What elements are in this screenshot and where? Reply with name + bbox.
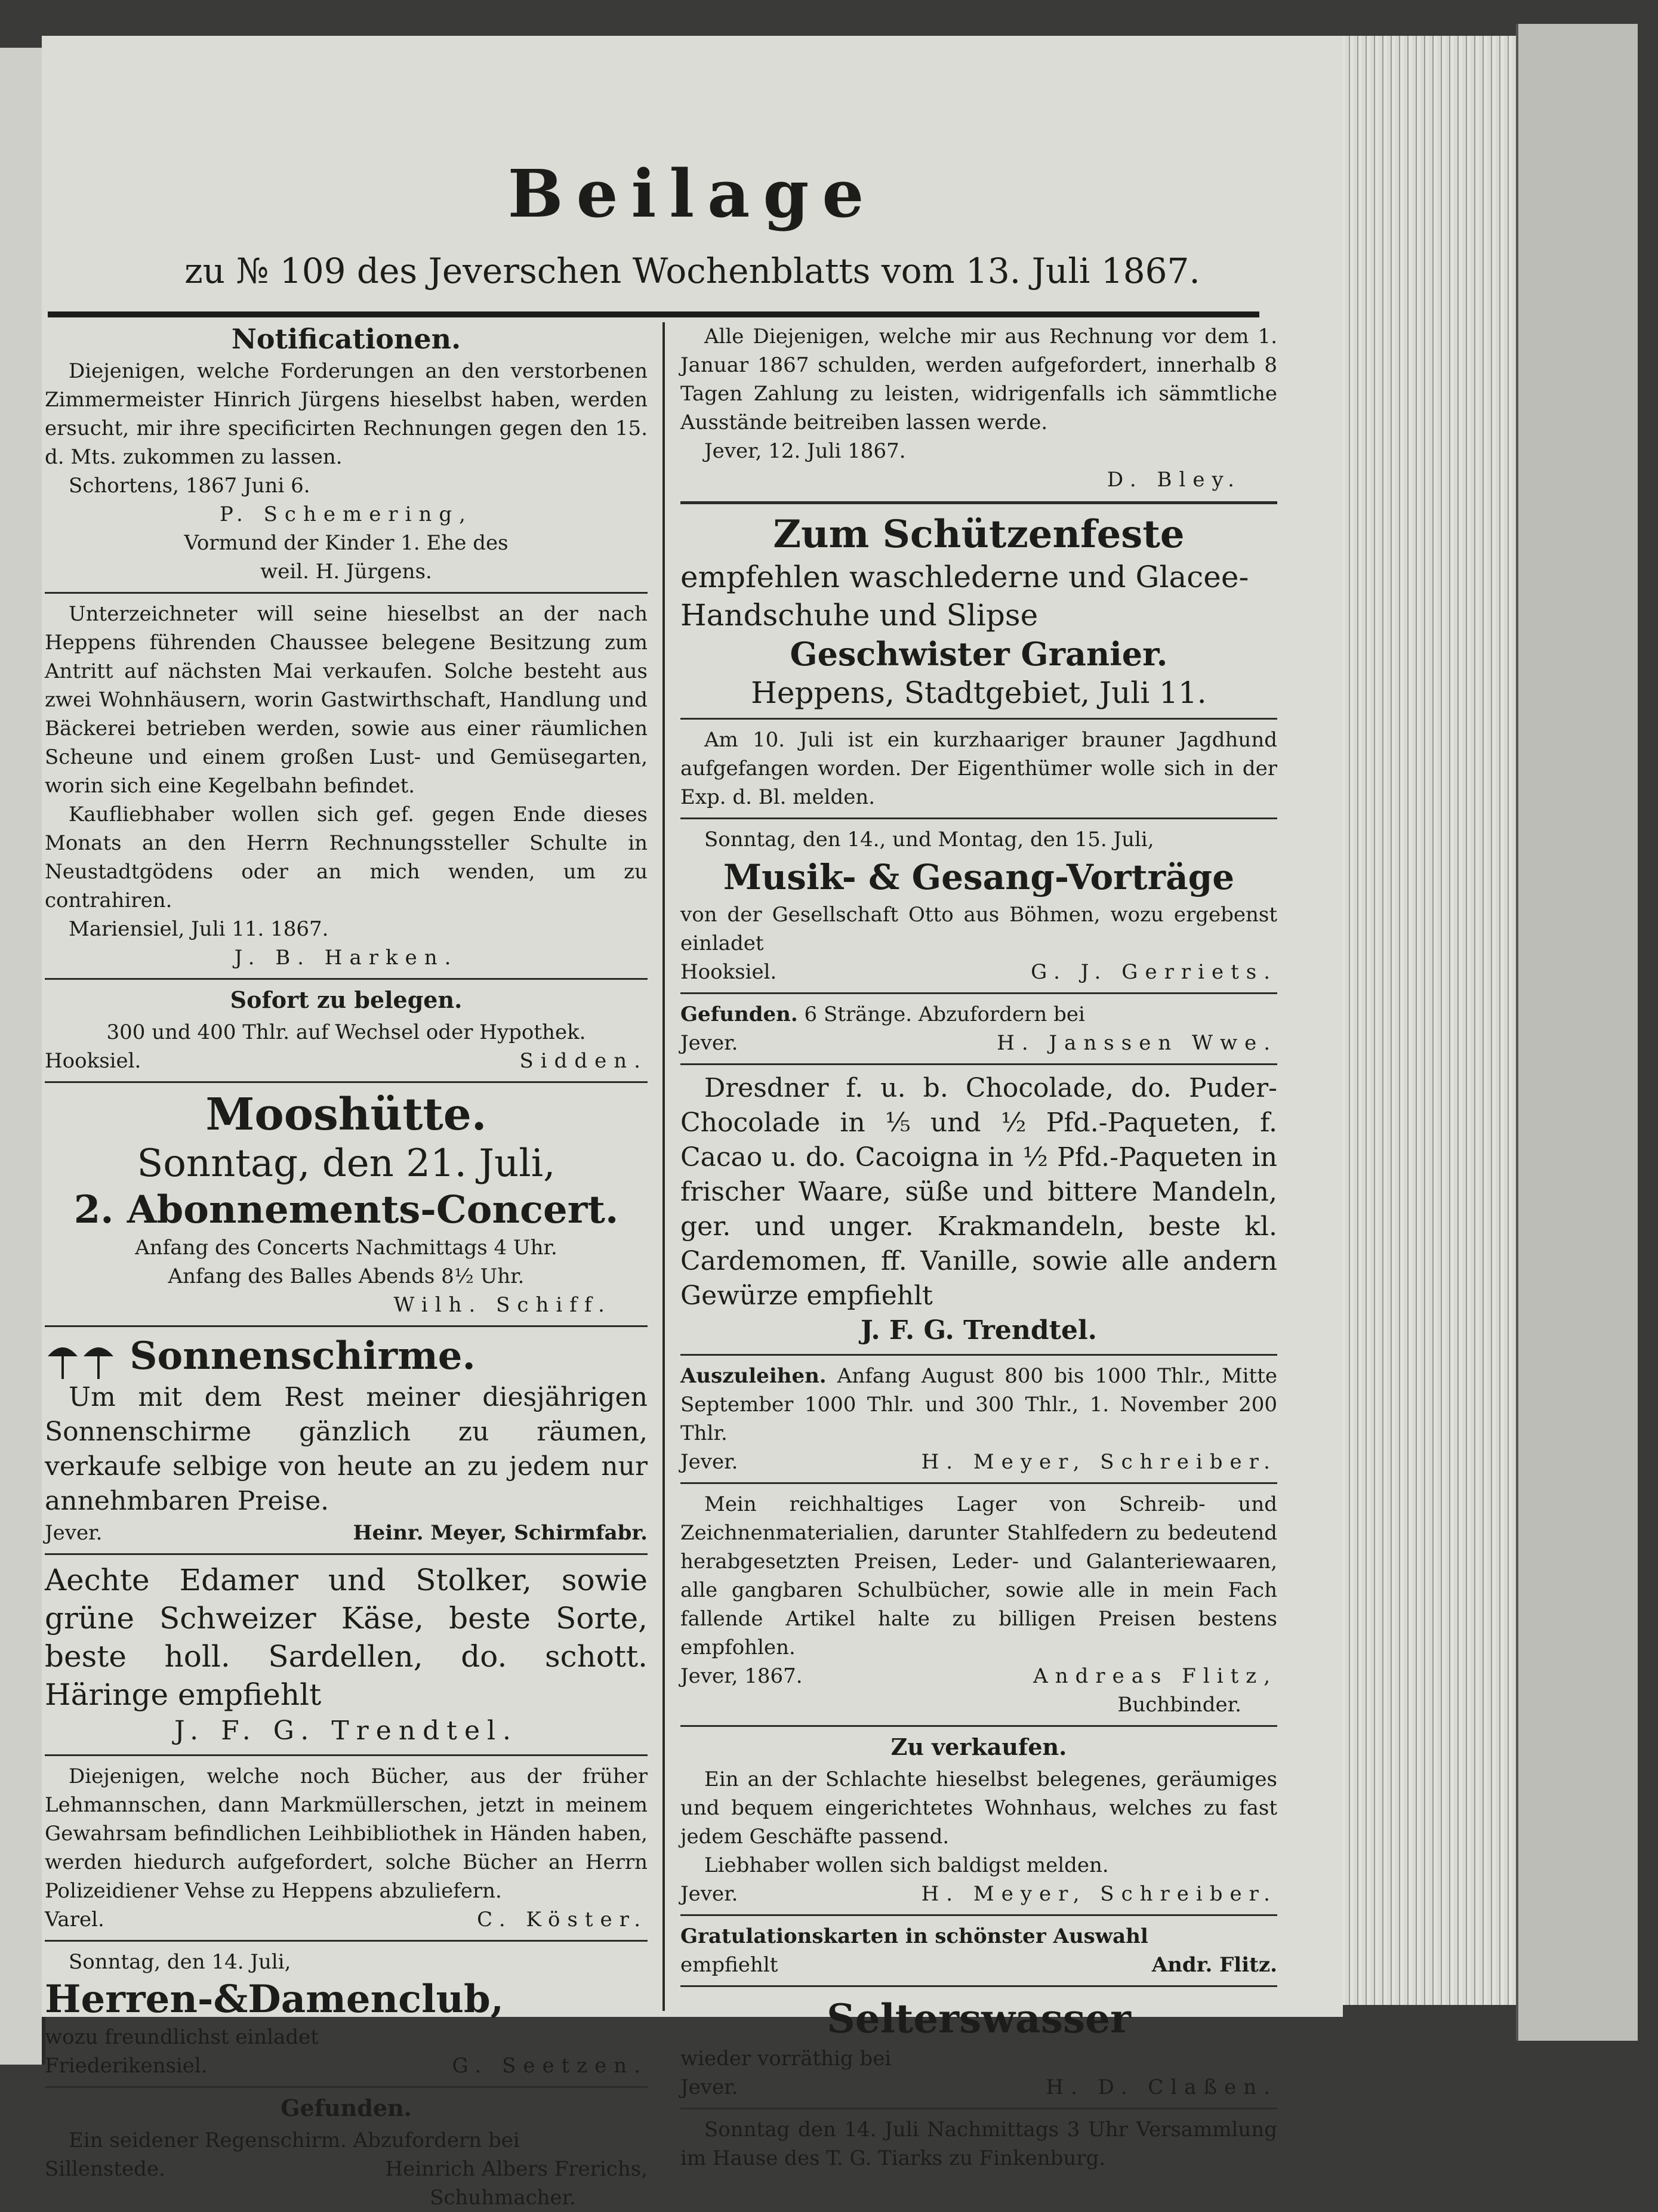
mooshuette-signature: Wilh. Schiff.	[393, 1293, 612, 1317]
separator	[680, 817, 1277, 819]
flitz-text: Mein reichhaltiges Lager von Schreib- und Zeichnenmaterialien, darunter Stahlfedern zu bedeutend herabgesetzten Preisen, Leder- und Galanteriewaaren, alle gangbaren Schulbücher, sowie alle in mein Fach fallende Artikel halte zu billigen Preisen bestens empfohlen.	[680, 1492, 1277, 1659]
schirm-found-signature: Heinrich Albers Frerichs,	[385, 2157, 648, 2181]
separator	[45, 1325, 648, 1327]
buecher-signature: C. Köster.	[477, 1907, 648, 1932]
auszuleihen-signature: H. Meyer, Schreiber.	[921, 1450, 1277, 1474]
verkaufen-text-2: Liebhaber wollen sich baldigst melden.	[704, 1853, 1109, 1877]
sonnenschirme-signature: Heinr. Meyer, Schirmfabr.	[353, 1520, 648, 1545]
bley-place: Jever, 12. Juli 1867.	[704, 439, 906, 463]
schirm-found-role: Schuhmacher.	[430, 2185, 576, 2210]
column-divider	[662, 322, 665, 2011]
buecher-place: Varel.	[45, 1907, 104, 1932]
musik-heading: Musik- & Gesang-Vorträge	[723, 857, 1235, 897]
sonnenschirme-text: Um mit dem Rest meiner diesjährigen Sonnenschirme gänzlich zu räumen, verkaufe selbige von heute an zu jedem nur annehmbaren Preise.	[45, 1381, 648, 1516]
mooshuette-ball-time: Anfang des Balles Abends 8½ Uhr.	[168, 1264, 525, 1288]
musik-text: von der Gesellschaft Otto aus Böhmen, wozu ergebenst einladet	[680, 903, 1277, 955]
jagdhund-text: Am 10. Juli ist ein kurzhaariger brauner Jagdhund aufgefangen worden. Der Eigenthümer wolle sich in der Exp. d. Bl. melden.	[680, 728, 1277, 809]
schirm-found-heading: Gefunden.	[281, 2094, 412, 2121]
gratulation-text: Gratulationskarten in schönster Auswahl	[680, 1924, 1148, 1948]
verkaufen-text: Ein an der Schlachte hieselbst belegenes, geräumiges und bequem eingerichtetes Wohnhaus, welches zu fast jedem Geschäfte passend.	[680, 1767, 1277, 1849]
verkaufen-place: Jever.	[680, 1882, 738, 1906]
straenge-text: 6 Stränge. Abzufordern bei	[804, 1002, 1085, 1026]
mooshuette-date: Sonntag, den 21. Juli,	[137, 1142, 556, 1186]
auszuleihen-heading: Auszuleihen.	[680, 1364, 827, 1388]
verkaufen-heading: Zu verkaufen.	[890, 1733, 1067, 1760]
sofort-heading: Sofort zu belegen.	[230, 986, 463, 1013]
schirm-found-text: Ein seidener Regenschirm. Abzufordern bei	[69, 2128, 520, 2152]
club-heading: Herren-&Damenclub,	[45, 1976, 504, 2022]
musik-signature: G. J. Gerriets.	[1031, 960, 1277, 984]
separator	[45, 2086, 648, 2088]
sofort-place: Hooksiel.	[45, 1049, 141, 1073]
flitz-place: Jever, 1867.	[680, 1664, 803, 1688]
sale-place: Mariensiel, Juli 11. 1867.	[69, 917, 329, 941]
newspaper-page	[42, 36, 1343, 2210]
schirm-found-place: Sillenstede.	[45, 2157, 165, 2181]
separator	[680, 1914, 1277, 1916]
straenge-signature: H. Janssen Wwe.	[997, 1031, 1277, 1055]
edamer-text: Aechte Edamer und Stolker, sowie grüne Schweizer Käse, beste Sorte, beste holl. Sardellen, do. schott. Häringe empfiehlt	[45, 1562, 648, 1712]
separator	[45, 1754, 648, 1756]
auszuleihen-text: Anfang August 800 bis 1000 Thlr., Mitte September 1000 Thlr. und 300 Thlr., 1. November 200 Thlr.	[680, 1364, 1278, 1445]
sale-text: Unterzeichneter will seine hieselbst an der nach Heppens führenden Chaussee belegene Besitzung zum Antritt auf nächsten Mai verkaufen. Solche besteht aus zwei Wohnhäusern, worin Gastwirthschaft, Handlung und Bäckerei betrieben werden, sowie aus einer räumlichen Scheune und einem großen Lust- und Gemüsegarten, worin sich eine Kegelbahn befindet.	[45, 602, 648, 798]
sale-signature: J. B. Harken.	[234, 946, 458, 970]
bley-signature: D. Bley.	[1107, 468, 1241, 492]
selterswasser-heading: Selterswasser	[827, 1995, 1131, 2042]
versammlung-text: Sonntag den 14. Juli Nachmittags 3 Uhr Versammlung im Hause des T. G. Tiarks zu Finkenburg.	[680, 2118, 1277, 2170]
musik-place: Hooksiel.	[680, 960, 777, 984]
edamer-signature: J. F. G. Trendtel.	[174, 1715, 519, 1746]
separator	[45, 1081, 648, 1083]
separator	[680, 1985, 1277, 1987]
musik-date: Sonntag, den 14., und Montag, den 15. Juli,	[704, 828, 1154, 852]
separator	[45, 592, 648, 594]
notif-signature-note: weil. H. Jürgens.	[260, 560, 432, 584]
masthead-subtitle: zu № 109 des Jeverschen Wochenblatts vom 13. Juli 1867.	[184, 251, 1200, 291]
sonnenschirme-place: Jever.	[45, 1520, 103, 1545]
masthead-rule	[48, 311, 1259, 317]
flitz-signature: Andreas Flitz,	[1033, 1664, 1277, 1688]
schuetzenfest-place: Heppens, Stadtgebiet, Juli 11.	[751, 675, 1207, 710]
masthead-title: Beilage	[507, 155, 877, 232]
separator	[680, 718, 1277, 720]
notif-text: Diejenigen, welche Forderungen an den verstorbenen Zimmermeister Hinrich Jürgens hieselbst haben, werden ersucht, mir ihre specificirten Rechnungen gegen den 15. d. Mts. zukommen zu lassen.	[45, 359, 648, 469]
sofort-signature: Sidden.	[519, 1049, 648, 1073]
notif-heading: Notificationen.	[231, 323, 461, 355]
book-cover	[1516, 24, 1638, 2041]
schuetzenfest-signature: Geschwister Granier.	[790, 635, 1168, 673]
separator	[680, 1725, 1277, 1727]
adjacent-page-edge	[0, 48, 45, 2065]
separator	[680, 1482, 1277, 1484]
separator	[680, 1354, 1277, 1356]
selterswasser-line: wieder vorräthig bei	[680, 2047, 892, 2071]
gratulation-signature: Andr. Flitz.	[1151, 1953, 1277, 1977]
schuetzenfest-line-1: empfehlen waschlederne und Glacee-	[680, 560, 1249, 594]
notif-signature-role: Vormund der Kinder 1. Ehe des	[184, 531, 509, 555]
auszuleihen-place: Jever.	[680, 1450, 738, 1474]
separator	[45, 1553, 648, 1555]
buecher-text: Diejenigen, welche noch Bücher, aus der früher Lehmannschen, dann Markmüllerschen, jetzt in meinem Gewahrsam befindlichen Leihbibliothek in Händen haben, werden hiedurch aufgefordert, solche Bücher an Herrn Polizeidiener Vehse zu Heppens abzuliefern.	[45, 1764, 648, 1903]
separator	[45, 1940, 648, 1942]
notif-place: Schortens, 1867 Juni 6.	[69, 474, 310, 498]
selterswasser-signature: H. D. Claßen.	[1046, 2075, 1277, 2099]
schuetzenfest-heading: Zum Schützenfeste	[773, 512, 1185, 557]
mooshuette-event: 2. Abonnements-Concert.	[73, 1187, 619, 1232]
separator	[680, 501, 1277, 504]
club-signature: G. Seetzen.	[452, 2053, 648, 2078]
notif-signature: P. Schemering,	[220, 502, 473, 526]
club-place: Friederikensiel.	[45, 2053, 208, 2078]
sonnenschirme-heading-row	[45, 1333, 648, 1380]
bley-text: Alle Diejenigen, welche mir aus Rechnung vor dem 1. Januar 1867 schulden, werden aufgefordert, innerhalb 8 Tagen Zahlung zu leisten, widrigenfalls ich sämmtliche Ausstände beitreiben lassen werde.	[680, 325, 1277, 434]
umbrella-icon	[45, 1338, 116, 1380]
club-invite: wozu freundlichst einladet	[45, 2025, 319, 2049]
schuetzenfest-line-2: Handschuhe und Slipse	[680, 598, 1038, 633]
mooshuette-heading: Mooshütte.	[205, 1089, 487, 1140]
right-column	[680, 322, 1277, 2173]
verkaufen-signature: H. Meyer, Schreiber.	[921, 1882, 1277, 1906]
separator	[680, 1063, 1277, 1065]
chocolade-text: Dresdner f. u. b. Chocolade, do. Puder-Chocolade in ⅕ und ½ Pfd.-Paqueten, f. Cacao u. do. Cacoigna in ½ Pfd.-Paqueten in frischer Waare, süße und bittere Mandeln, ger. und unger. Krakmandeln, beste kl. Cardemomen, ff. Vanille, sowie alle andern Gewürze empfiehlt	[680, 1073, 1277, 1311]
flitz-role: Buchbinder.	[1117, 1693, 1241, 1717]
sofort-text: 300 und 400 Thlr. auf Wechsel oder Hypothek.	[106, 1020, 586, 1044]
straenge-place: Jever.	[680, 1031, 738, 1055]
sonnenschirme-heading: Sonnenschirme.	[130, 1334, 476, 1378]
separator	[45, 978, 648, 980]
left-column	[45, 322, 648, 2212]
mooshuette-concert-time: Anfang des Concerts Nachmittags 4 Uhr.	[135, 1236, 557, 1260]
chocolade-signature: J. F. G. Trendtel.	[861, 1315, 1097, 1346]
straenge-heading: Gefunden.	[680, 1002, 798, 1026]
separator	[680, 992, 1277, 994]
club-date: Sonntag, den 14. Juli,	[69, 1949, 291, 1974]
selterswasser-place: Jever.	[680, 2075, 738, 2099]
sale-text-2: Kaufliebhaber wollen sich gef. gegen Ende dieses Monats an den Herrn Rechnungssteller Schulte in Neustadtgödens oder an mich wenden, um zu contrahiren.	[45, 803, 648, 912]
gratulation-text-2: empfiehlt	[680, 1953, 778, 1977]
